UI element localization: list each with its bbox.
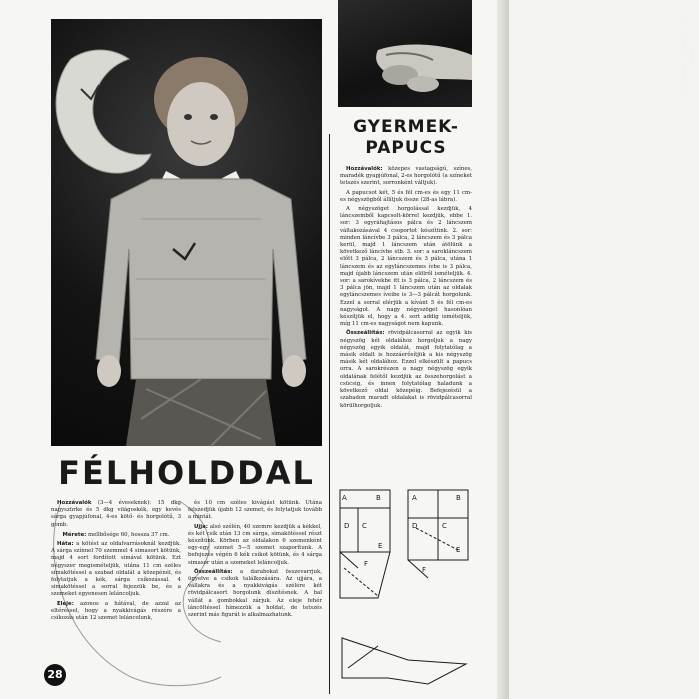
paragraph: Eleje: azonos a hátával, de azzal az eltéréssel, hogy a nyakkivágás részére a csíkozás után 12 szemet leláncolunk,	[51, 600, 181, 622]
pattern-letter: B	[456, 494, 461, 502]
column-divider	[329, 134, 330, 694]
sweater-instructions-col-2	[188, 500, 322, 682]
pattern-letter: C	[442, 522, 447, 530]
pattern-letter: A	[342, 494, 347, 502]
pattern-letter: C	[362, 522, 367, 530]
paragraph: Háta: a kötést az oldalvarrásoknál kezdjük. A sárga színnel 70 szemmel 4 simasort kötünk, majd 4 sort fordított simával kötünk. Ezt négyszer megismételjük, utána 11 cm széles simakötéssel a szabad oldalát a közepénél, és folytatjuk a kék, sárga csíkozással. 4 simakötéssel a sorral fejezzük be, és a szemeket egyenesen leláncoljuk.	[51, 541, 181, 598]
pattern-letter: D	[412, 522, 418, 530]
page-gutter	[497, 0, 509, 699]
slipper-drawing	[338, 0, 472, 107]
pattern-letter: D	[344, 522, 350, 530]
page-number: 28	[44, 664, 66, 686]
slipper-instructions	[340, 166, 472, 484]
child-sweater-photo	[51, 19, 322, 446]
slipper-photo	[338, 0, 697, 107]
pattern-letter: B	[376, 494, 381, 502]
paragraph: Ujja: alsó szélén, 40 szemre kezdjük a kékkel, és két csík után 13 cm sárga, simakötéssel részt készítünk. Körben az oldalakon 6 szemenként egy-egy szemet 5—5 szemet szaporítunk. A befejezés végén 6 kék csíkot kötünk, és 4 sárga simasor után a szemeket leláncoljuk.	[188, 523, 322, 566]
main-title: FÉLHOLDDAL	[58, 454, 315, 492]
photo-caption: Színesben láthatók a 4. oldalon	[681, 12, 697, 95]
slipper-title	[340, 117, 472, 159]
pattern-letter: F	[422, 566, 427, 574]
paragraph: A papucsot két, 5 és fél cm-es és egy 11 cm-es négyszögből állítjuk össze (28-as lábra).	[340, 189, 472, 203]
slipper-title-line-2: PAPUCS	[365, 138, 447, 158]
paragraph: Hozzávalók (3—4 éveseknek): 15 dkg nagyszürke és 5 dkg világoskék, egy kevés sárga gyapjúfonal, 4-es kötő- és horgolótű, 3 gomb.	[51, 500, 181, 528]
slipper-title-line-1: GYERMEK-	[353, 117, 459, 137]
slipper-pattern-diagram	[338, 488, 472, 690]
paragraph: Mérete: mellbősége 60, hossza 37 cm.	[62, 531, 170, 538]
pattern-letter: F	[364, 560, 369, 568]
paragraph: Hozzávalók: közepes vastagságú, színes, maradék gyapjúfonal, 2-es horgolótű (a színeket tetszés szerint, sorronként váltjuk).	[340, 166, 472, 187]
paragraph: Összeállítás: rövidpálcasorral az egyik kis négyszög két oldalához horgoljuk a nagy négyszög egyik oldalát, majd folytatólag a másik oldalt is hozzáerősítjük a kis négyszög másik két oldalához. Ezzel elkészült a papucs orra. A sarokrészen a nagy négyszög egyik oldalának felétől kezdjük az összehorgolást a csücsig, és innen folytatólag haladunk a következő oldal közepéig. Befejezésül a szabadon maradt oldalakat is rövidpálcasorral körülhorgoljuk.	[340, 330, 472, 409]
pattern-letter: E	[456, 546, 461, 554]
paragraph: A négyszöget horgolással kezdjük, 4 láncszemből kapcsolt-körrel kezdjük, ebbe 1. sor: 3 egyráhajtásos pálca és 2 láncszem váltakozásával 4 csoportot készítünk. 2. sor: minden láncívbe 3 pálca, 2 láncszem és 3 pálca kerül, majd 1 láncszem után átölünk a következő láncívbe stb. 3. sor: a sarokláncszem előtt 3 pálca, 2 láncszem és 3 pálca, utána 1 láncszem és az egyláncszemes ívbe is 3 pálca, majd újabb láncszem után elölről ismételjük. 4. sor: a sarokívekbe itt is 3 pálca, 2 láncszem és 3 pálca jön, majd 1 láncszem után az oldalak egyláncszemes íveibe is 3—3 pálcát horgolunk. Ezzel a sorral elérjük a kívánt 5 és fél cm-es nagyságot. A nagy négyszöget hasonlóan készítjük el, hogy a 4. sort addig ismételjük, míg 11 cm-es nagyságot nem kapunk.	[340, 206, 472, 328]
pattern-letter: E	[378, 542, 383, 550]
sweater-instructions-col-1	[51, 500, 181, 682]
paragraph: és 10 cm széles kivágást kötünk. Utána felszedjük újabb 12 szemet, és folytatjuk tovább a mintát.	[188, 500, 322, 521]
child-photo-drawing	[51, 19, 322, 446]
pattern-letter: A	[412, 494, 417, 502]
pattern-svg	[338, 488, 472, 690]
paragraph: Összeállítás: a darabokat összevarrjuk, ügyelve a csíkok találkozására. Az ujjára, a vállakra és a nyakkivágás szélére két rövidpálcasort horgolunk díszítésnek. A bal vállát a gombokkal zárjuk. Az eleje fehér láncöltéssel hímezzük a holdat, de tetszés szerint más figurát is alkalmazhatunk.	[188, 568, 322, 619]
